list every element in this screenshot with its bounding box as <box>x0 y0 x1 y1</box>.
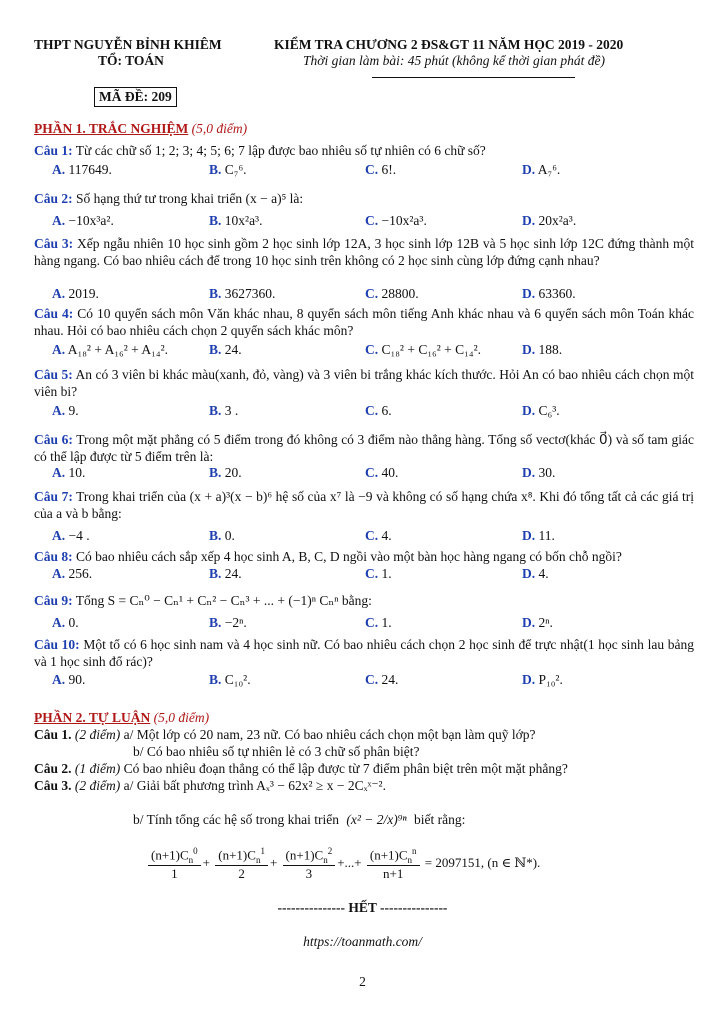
header-divider <box>372 77 575 78</box>
essay-question-3b: b/ Tính tổng các hệ số trong khai triển (x² − 2/x)⁹ⁿ biết rằng: <box>133 812 466 827</box>
question-10-options: A. 90. B. C₁₀². C. 24. D. P₁₀². <box>52 672 563 687</box>
question-2: Câu 2: Số hạng thứ tư trong khai triển (x − a)⁵ là: <box>34 191 304 206</box>
question-4-options: A. A₁₈² + A₁₆² + A₁₄². B. 24. C. C₁₈² + C₁₆² + C₁₄². D. 188. <box>52 342 563 357</box>
question-8-options: A. 256. B. 24. C. 1. D. 4. <box>52 566 549 581</box>
part1-heading <box>34 121 247 137</box>
exam-duration: Thời gian làm bài: 45 phút (không kể thời gian phát đề) <box>303 53 606 68</box>
essay-question-3a: Câu 3. (2 điểm) a/ Giải bất phương trình Aₓ³ − 62x² ≥ x − 2Cₓˣ⁻². <box>34 778 386 793</box>
question-6: Câu 6: Trong một mặt phẳng có 5 điểm trong đó không có 3 điểm nào thẳng hàng. Tổng số vectơ(khác 0⃗) và số tam giác có thể lập được từ 5 điểm trên là: <box>34 432 694 464</box>
exam-title: KIỂM TRA CHƯƠNG 2 ĐS&GT 11 NĂM HỌC 2019 - 2020 <box>274 37 624 52</box>
essay-question-1b: b/ Có bao nhiêu số tự nhiên lẻ có 3 chữ số phân biệt? <box>133 744 420 759</box>
school-name: THPT NGUYỄN BỈNH KHIÊM <box>34 37 222 52</box>
source-url[interactable]: https://toanmath.com/ <box>303 934 422 949</box>
question-9: Câu 9: Tổng S = Cₙ⁰ − Cₙ¹ + Cₙ² − Cₙ³ + ... + (−1)ⁿ Cₙⁿ bằng: <box>34 593 372 608</box>
question-4: Câu 4: Có 10 quyển sách môn Văn khác nhau, 8 quyển sách môn tiếng Anh khác nhau và 6 quyển sách môn Toán khác nhau. Hỏi có bao nhiêu cách chọn 2 quyển sách khác môn? <box>34 306 695 338</box>
part1-title: PHẦN 1. TRẮC NGHIỆM <box>34 121 189 136</box>
question-3: Câu 3: Xếp ngẫu nhiên 10 học sinh gồm 2 học sinh lớp 12A, 3 học sinh lớp 12B và 5 học sinh lớp 12C đứng thành một hàng ngang. Có bao nhiêu cách để trong 10 học sinh trên không có 2 học sinh cùng lớp đứng cạnh nhau? <box>34 236 694 268</box>
end-marker: --------------- HẾT --------------- <box>277 900 448 915</box>
question-3-options: A. 2019. B. 3627360. C. 28800. D. 63360. <box>52 286 576 301</box>
question-9-options: A. 0. B. −2ⁿ. C. 1. D. 2ⁿ. <box>52 615 553 630</box>
equation-rhs: = 2097151, (n ∈ ℕ*). <box>424 854 541 870</box>
exam-code: MÃ ĐỀ: 209 <box>94 87 177 107</box>
question-8: Câu 8: Có bao nhiêu cách sắp xếp 4 học sinh A, B, C, D ngồi vào một bàn học hàng ngang có bốn chỗ ngồi? <box>34 549 622 564</box>
essay-question-2: Câu 2. (1 điểm) Có bao nhiêu đoạn thẳng có thể lập được từ 7 điểm phân biệt trên một mặt phẳng? <box>34 761 568 776</box>
part2-title: PHẦN 2. TỰ LUẬN <box>34 710 151 725</box>
question-7: Câu 7: Trong khai triển của (x + a)³(x − b)⁶ hệ số của x⁷ là −9 và không có số hạng chứa x⁸. Khi đó tổng tất cả các giá trị của a và b bằng: <box>34 489 694 521</box>
question-10: Câu 10: Một tổ có 6 học sinh nam và 4 học sinh nữ. Có bao nhiêu cách chọn 2 học sinh để trực nhật(1 học sinh lau bảng và 1 học sinh đổ rác)? <box>34 637 695 669</box>
question-1-options: A. 117649. B. C₇⁶. C. 6!. D. A₇⁶. <box>52 162 561 177</box>
question-5-options: A. 9. B. 3 . C. 6. D. C₆³. <box>52 403 560 418</box>
essay-question-1a: Câu 1. (2 điểm) a/ Một lớp có 20 nam, 23 nữ. Có bao nhiêu cách chọn một bạn làm quỹ lớp? <box>34 727 536 742</box>
question-6-options: A. 10. B. 20. C. 40. D. 30. <box>52 465 556 480</box>
part2-points: (5,0 điểm) <box>153 710 210 725</box>
department: TỔ: TOÁN <box>98 53 164 68</box>
question-2-options: A. −10x³a². B. 10x²a³. C. −10x²a³. D. 20x²a³. <box>52 213 577 228</box>
question-5: Câu 5: An có 3 viên bi khác màu(xanh, đỏ, vàng) và 3 viên bi trắng khác kích thước. Hỏi An có bao nhiêu cách chọn một viên bi? <box>34 367 694 399</box>
summation-equation: $\frac{(n+1)C_n^0}{1}$ + $\frac{(n+1)C_n^1}{2}$ + $\frac{(n+1)C_n^2}{3}$ +...+ $\frac{(n+1)C_n^n}{n+1}$ = 2097151, (n ∈ ℕ*). <box>146 846 540 882</box>
page-number: 2 <box>359 974 366 989</box>
question-7-options: A. −4 . B. 0. C. 4. D. 11. <box>52 528 555 543</box>
part2-heading <box>34 710 209 726</box>
question-1: Câu 1: Từ các chữ số 1; 2; 3; 4; 5; 6; 7 lập được bao nhiêu số tự nhiên có 6 chữ số? <box>34 143 486 158</box>
part1-points: (5,0 điểm) <box>191 121 248 136</box>
expansion-expression: (x² − 2/x)⁹ⁿ <box>346 812 407 827</box>
